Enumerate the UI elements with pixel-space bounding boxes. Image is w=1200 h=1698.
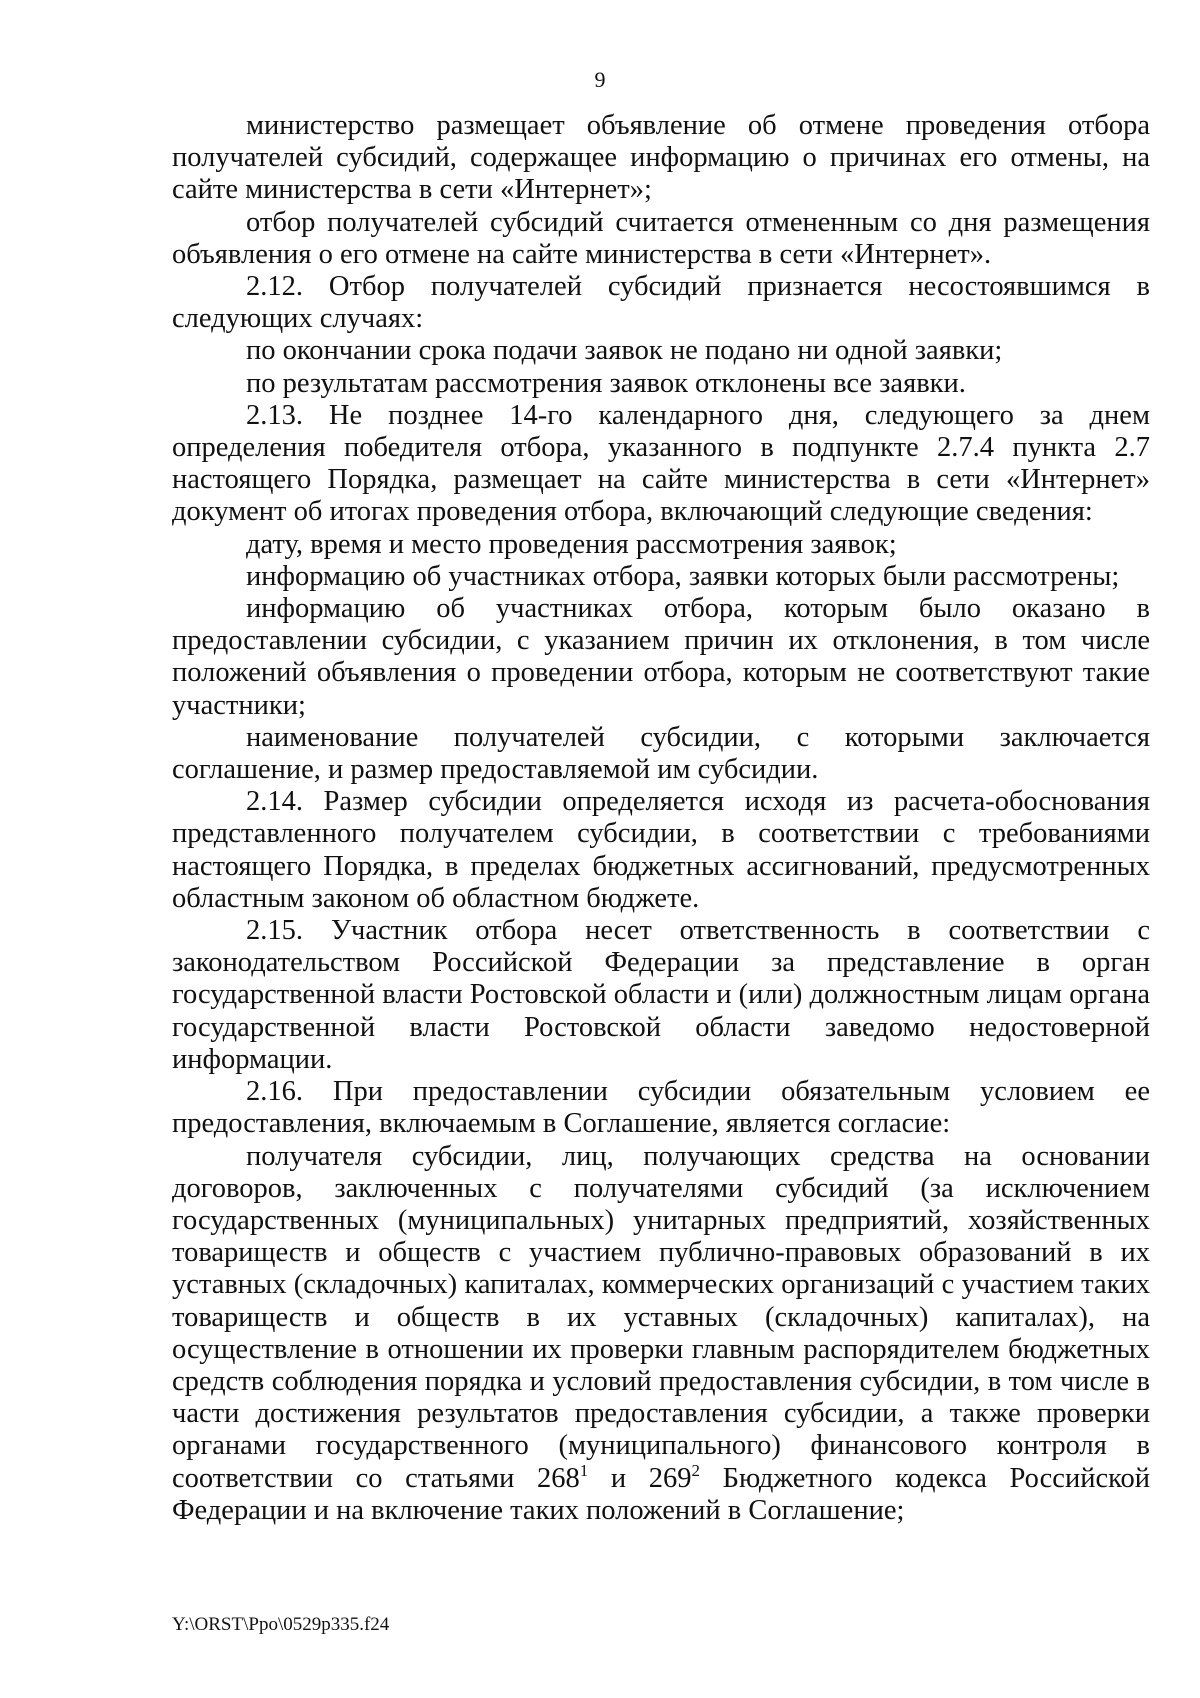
paragraph: отбор получателей субсидий считается отмененным со дня размещения объявления о его отмене на сайте министерства в сети «Интернет». bbox=[172, 206, 1150, 270]
paragraph: 2.13. Не позднее 14-го календарного дня, следующего за днем определения победителя отбора, указанного в подпункте 2.7.4 пункта 2.7 настоящего Порядка, размещает на сайте министерства в сети «Интернет» документ об итогах проведения отбора, включающий следующие сведения: bbox=[172, 399, 1150, 528]
paragraph: информацию об участниках отбора, заявки которых были рассмотрены; bbox=[246, 560, 1120, 592]
paragraph: дату, время и место проведения рассмотрения заявок; bbox=[246, 528, 897, 560]
paragraph-text: получателя субсидии, лиц, получающих средства на основании договоров, заключенных с получателями субсидий (за исключением государственных (муниципальных) унитарных предприятий, хозяйственных товариществ и обществ с участием публично-правовых образований в их уставных (складочных) капиталах, коммерческих организаций с участием таких товариществ и обществ в их уставных (складочных) капиталах), на осуществление в отношении их проверки главным распорядителем бюджетных средств соблюдения порядка и условий предоставления субсидии, в том числе в части достижения результатов предоставления субсидии, а также проверки органами государственного (муниципального) финансового контроля в соответствии со статьями 268 bbox=[172, 1140, 1150, 1494]
page-number: 9 bbox=[594, 67, 606, 92]
paragraph-text: Бюджетного кодекса Российской Федерации и на включение таких положений в Соглашение; bbox=[172, 1462, 1150, 1526]
paragraph: 2.15. Участник отбора несет ответственность в соответствии с законодательством Российской Федерации за представление в орган государственной власти Ростовской области и (или) должностным лицам органа государственной власти Ростовской области заведомо недостоверной информации. bbox=[172, 915, 1150, 1075]
paragraph: по окончании срока подачи заявок не подано ни одной заявки; bbox=[246, 335, 1003, 367]
footer-file-path: Y:\ORST\Ppo\0529p335.f24 bbox=[172, 1614, 390, 1635]
paragraph: 2.16. При предоставлении субсидии обязательным условием ее предоставления, включаемым в Соглашение, является согласие: bbox=[172, 1076, 1150, 1140]
paragraph: 2.12. Отбор получателей субсидий признается несостоявшимся в следующих случаях: bbox=[172, 271, 1150, 335]
superscript: 2 bbox=[691, 1460, 701, 1480]
paragraph: по результатам рассмотрения заявок отклонены все заявки. bbox=[246, 367, 966, 399]
paragraph: министерство размещает объявление об отмене проведения отбора получателей субсидий, содержащее информацию о причинах его отмены, на сайте министерства в сети «Интернет»; bbox=[172, 110, 1150, 206]
superscript: 1 bbox=[579, 1460, 589, 1480]
paragraph: информацию об участниках отбора, которым было оказано в предоставлении субсидии, с указанием причин их отклонения, в том числе положений объявления о проведении отбора, которым не соответствуют такие участники; bbox=[172, 593, 1150, 721]
paragraph-text: и 269 bbox=[588, 1462, 692, 1494]
document-body bbox=[172, 110, 1150, 1527]
paragraph-last bbox=[172, 1141, 1150, 1527]
paragraph: 2.14. Размер субсидии определяется исходя из расчета-обоснования представленного получателем субсидии, в соответствии с требованиями настоящего Порядка, в пределах бюджетных ассигнований, предусмотренных областным законом об областном бюджете. bbox=[172, 786, 1150, 914]
paragraph: наименование получателей субсидии, с которыми заключается соглашение, и размер предоставляемой им субсидии. bbox=[172, 721, 1150, 786]
